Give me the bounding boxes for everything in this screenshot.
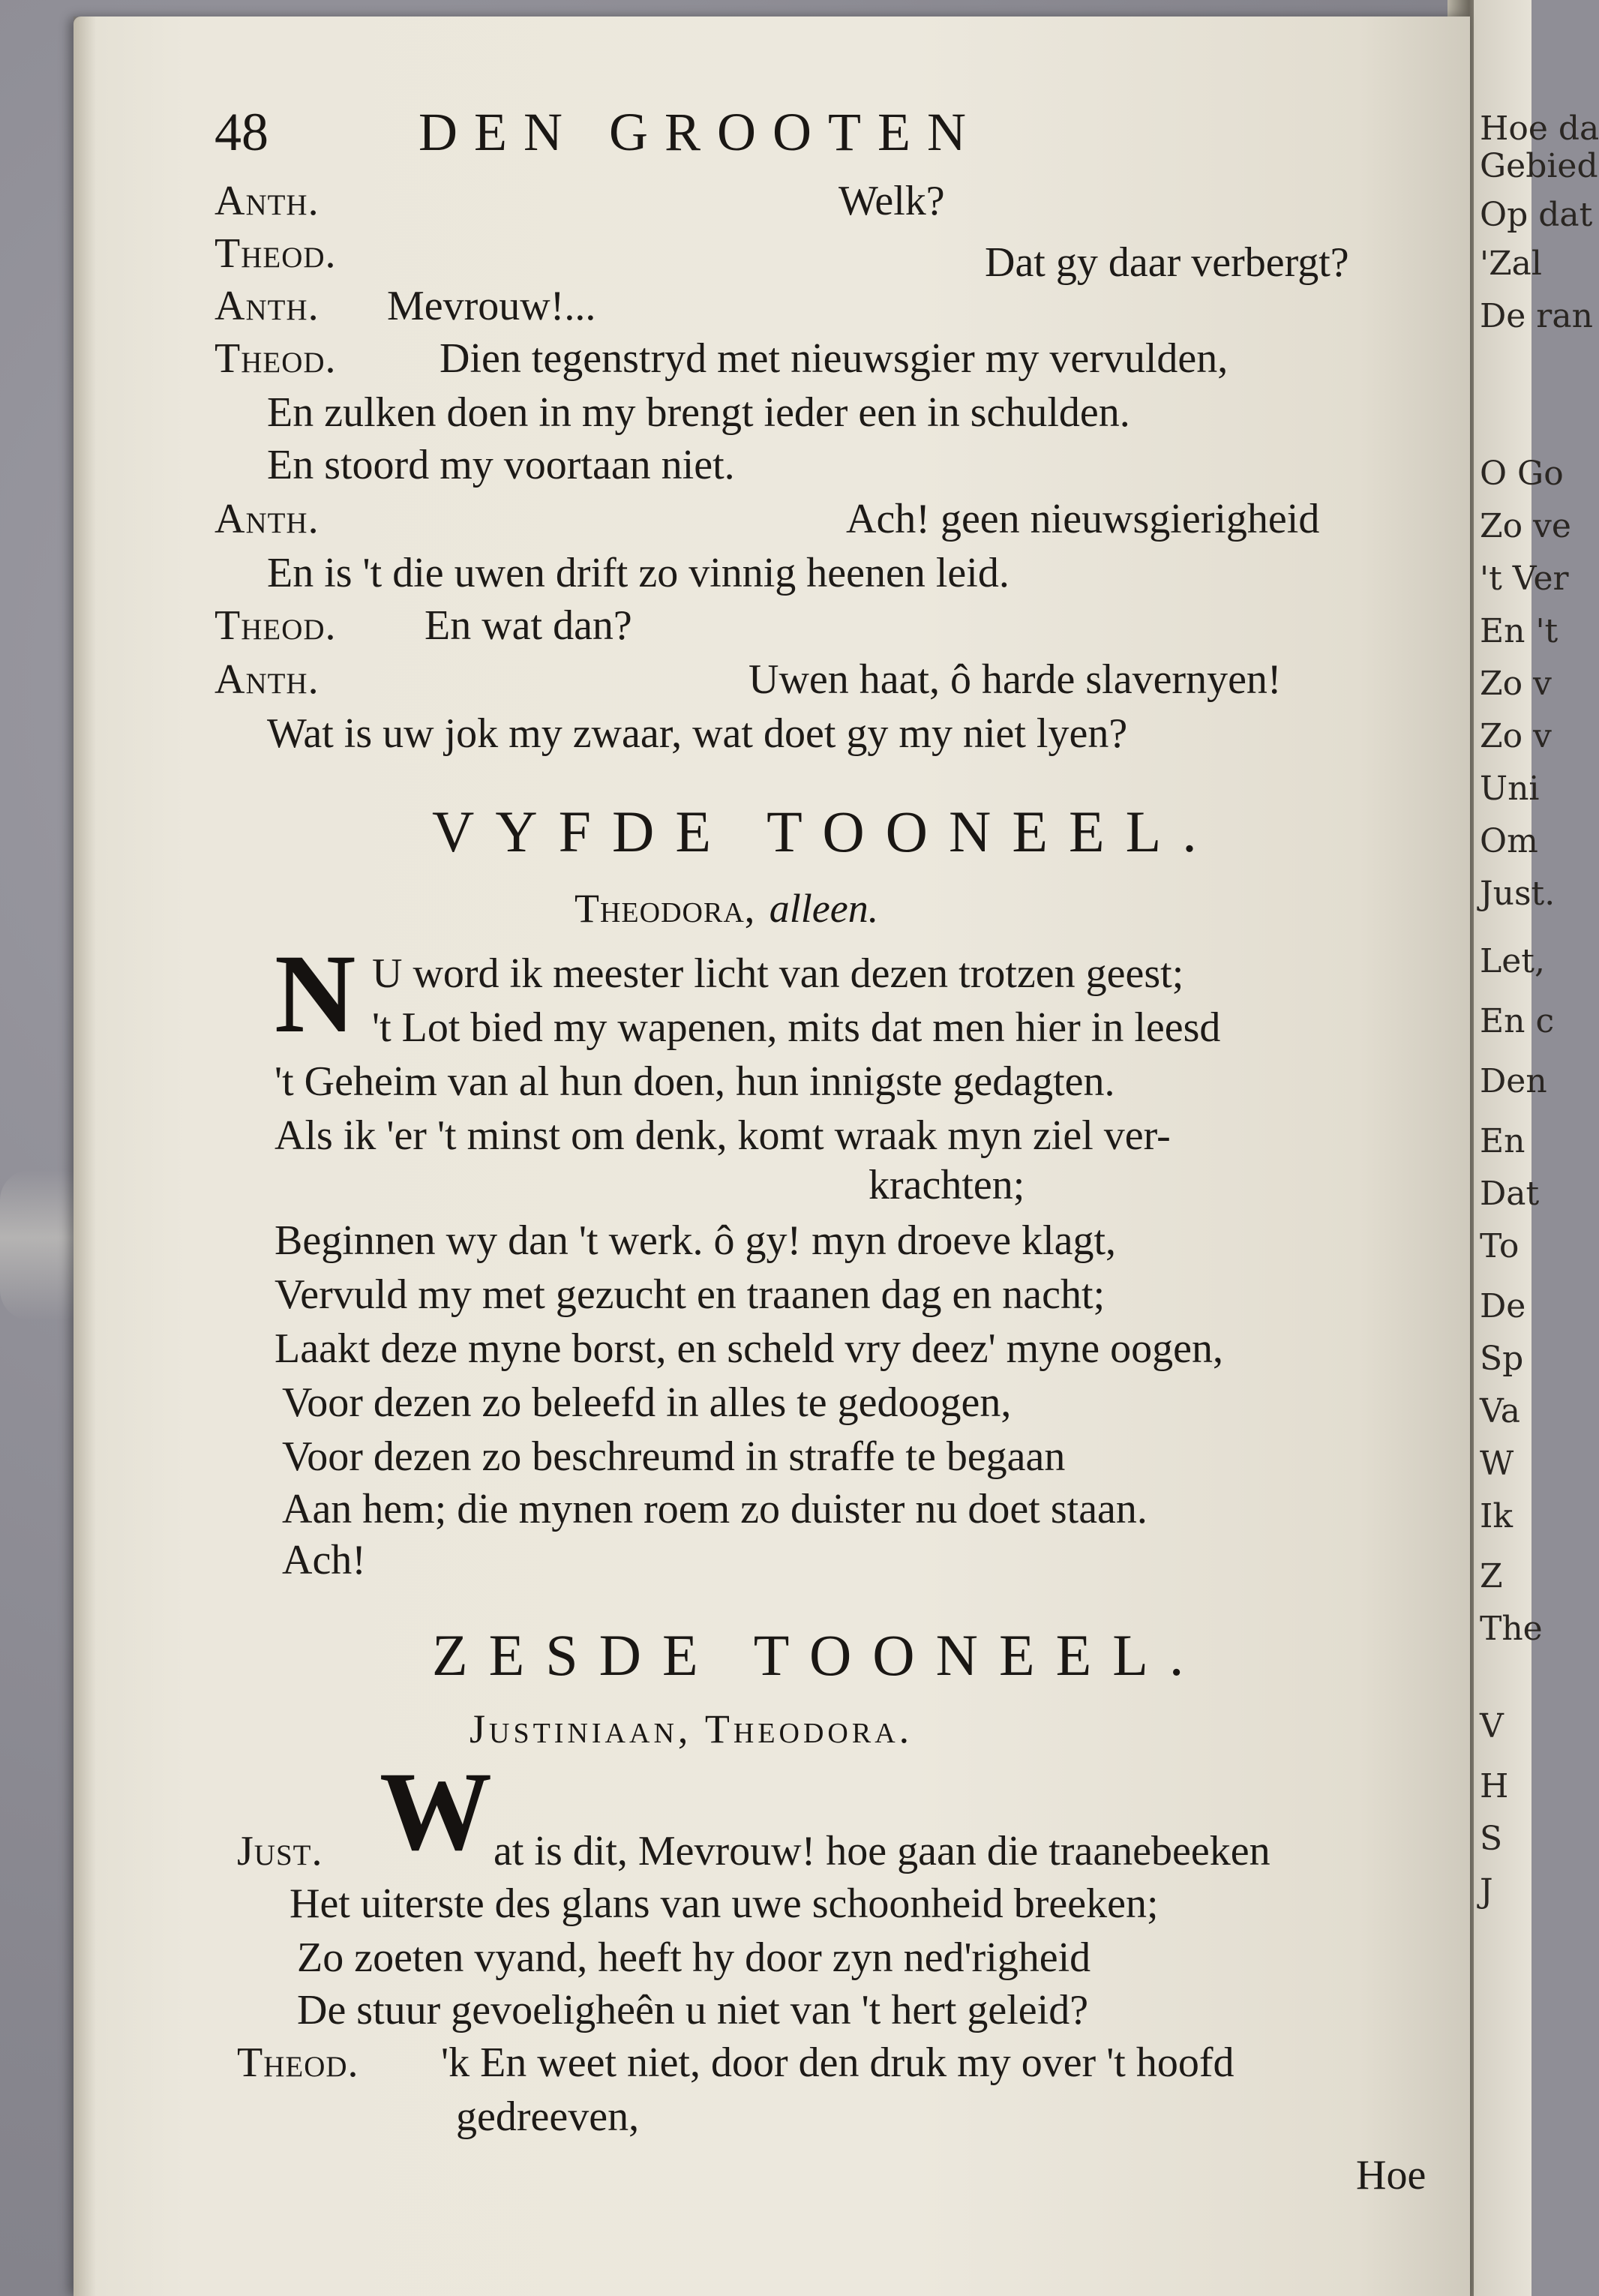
verse-line: 'k En weet niet, door den druk my over 't hoofd xyxy=(441,2039,1234,2086)
opposite-page-fragment: The xyxy=(1480,1610,1543,1648)
opposite-page-fragment: Va xyxy=(1480,1392,1520,1430)
opposite-page-fragment: De xyxy=(1480,1287,1526,1325)
stage-note: alleen. xyxy=(769,886,879,931)
opposite-page-fragment: W xyxy=(1480,1445,1514,1483)
speaker: Theod. xyxy=(214,602,337,649)
verse-line: at is dit, Mevrouw! hoe gaan die traanebeeken xyxy=(494,1828,1270,1874)
catchword: Hoe xyxy=(1356,2152,1426,2198)
opposite-page-fragment: Dat xyxy=(1480,1175,1540,1213)
opposite-page-fragment: V xyxy=(1480,1707,1504,1745)
opposite-page-fragment: Uni xyxy=(1480,770,1540,808)
dropcap-letter: N xyxy=(274,932,356,1056)
verse-line: Beginnen wy dan 't werk. ô gy! myn droeve klagt, xyxy=(274,1217,1117,1264)
opposite-page-fragment: Op dat xyxy=(1480,196,1593,234)
verse-line: Uwen haat, ô harde slavernyen! xyxy=(748,656,1282,703)
opposite-page-fragment: S xyxy=(1480,1820,1503,1858)
speaker: Anth. xyxy=(214,178,320,224)
opposite-page-fragment: H xyxy=(1480,1767,1509,1805)
verse-line: Ach! xyxy=(282,1537,366,1583)
opposite-page-fragment: O Go xyxy=(1480,455,1564,493)
speaker: Anth. xyxy=(214,496,320,542)
book-page xyxy=(74,17,1470,2296)
verse-line: U word ik meester licht van dezen trotzen geest; xyxy=(372,950,1184,997)
opposite-page-fragment: Just. xyxy=(1480,875,1556,913)
opposite-page-fragment: Gebied xyxy=(1480,147,1598,185)
verse-line: Welk? xyxy=(838,178,945,224)
speaker: Theod. xyxy=(214,335,337,382)
verse-line: Laakt deze myne borst, en scheld vry deez' myne oogen, xyxy=(274,1325,1223,1372)
verse-line: En wat dan? xyxy=(424,602,632,649)
opposite-page-fragment: De ran xyxy=(1480,297,1593,335)
running-title: DEN GROOTEN xyxy=(418,102,982,162)
verse-line: Het uiterste des glans van uwe schoonheid breeken; xyxy=(290,1880,1159,1927)
speaker: Theod. xyxy=(214,230,337,277)
verse-line: krachten; xyxy=(868,1162,1025,1208)
verse-line: Dat gy daar verbergt? xyxy=(985,239,1349,286)
opposite-page-fragment: 't Ver xyxy=(1480,560,1569,598)
verse-line: Voor dezen zo beschreumd in straffe te begaan xyxy=(282,1433,1066,1480)
speaker: Just. xyxy=(237,1828,323,1874)
page-number: 48 xyxy=(214,102,268,162)
verse-line: De stuur gevoeligheên u niet van 't hert geleid? xyxy=(297,1987,1089,2033)
verse-line: En zulken doen in my brengt ieder een in schulden. xyxy=(267,389,1130,436)
verse-line: Aan hem; die mynen roem zo duister nu doet staan. xyxy=(282,1486,1148,1532)
scene-title: ZESDE TOONEEL. xyxy=(432,1622,1205,1688)
opposite-page-fragment: Z xyxy=(1480,1557,1503,1595)
opposite-page-fragment: Let, xyxy=(1480,942,1545,980)
opposite-page-fragment: Den xyxy=(1480,1062,1547,1100)
opposite-page xyxy=(1474,0,1599,2296)
verse-line: Als ik 'er 't minst om denk, komt wraak myn ziel ver- xyxy=(274,1112,1171,1159)
verse-line: Wat is uw jok my zwaar, wat doet gy my niet lyen? xyxy=(267,710,1128,757)
verse-line: gedreeven, xyxy=(456,2093,640,2140)
opposite-page-fragment: Zo v xyxy=(1480,665,1552,703)
verse-line: Ach! geen nieuwsgierigheid xyxy=(846,496,1320,542)
opposite-page-fragment: Ik xyxy=(1480,1497,1514,1535)
verse-line: 't Geheim van al hun doen, hun innigste gedagten. xyxy=(274,1058,1115,1105)
opposite-page-fragment: En xyxy=(1480,1122,1526,1160)
opposite-page-fragment: Zo v xyxy=(1480,717,1552,755)
speaker: Anth. xyxy=(214,283,320,329)
verse-line: Voor dezen zo beleefd in alles te gedoogen, xyxy=(282,1379,1012,1426)
opposite-page-fragment: En c xyxy=(1480,1002,1555,1040)
character-name: Theodora, xyxy=(574,886,756,931)
opposite-page-fragment: Hoe da xyxy=(1480,110,1599,148)
scene-characters: Justiniaan, Theodora. xyxy=(470,1706,914,1751)
opposite-page-fragment: Zo ve xyxy=(1480,507,1571,545)
opposite-page-fragment: J xyxy=(1480,1872,1493,1910)
verse-line: Dien tegenstryd met nieuwsgier my vervulden, xyxy=(440,335,1228,382)
speaker: Theod. xyxy=(237,2039,359,2086)
scene-title: VYFDE TOONEEL. xyxy=(432,799,1218,864)
verse-line: En stoord my voortaan niet. xyxy=(267,442,735,488)
verse-line: Zo zoeten vyand, heeft hy door zyn ned'righeid xyxy=(297,1934,1091,1981)
dropcap-letter: W xyxy=(380,1749,492,1874)
verse-line: Vervuld my met gezucht en traanen dag en nacht; xyxy=(274,1271,1106,1318)
opposite-page-fragment: Sp xyxy=(1480,1340,1524,1378)
verse-line: En is 't die uwen drift zo vinnig heenen leid. xyxy=(267,550,1010,596)
verse-line: Mevrouw!... xyxy=(387,283,596,329)
opposite-page-fragment: En 't xyxy=(1480,612,1558,650)
opposite-page-fragment: 'Zal xyxy=(1480,245,1542,283)
verse-line: 't Lot bied my wapenen, mits dat men hier in leesd xyxy=(372,1004,1221,1051)
opposite-page-fragment: Om xyxy=(1480,822,1538,860)
scene-characters xyxy=(574,888,878,929)
opposite-page-fragment: To xyxy=(1480,1227,1520,1265)
speaker: Anth. xyxy=(214,656,320,703)
